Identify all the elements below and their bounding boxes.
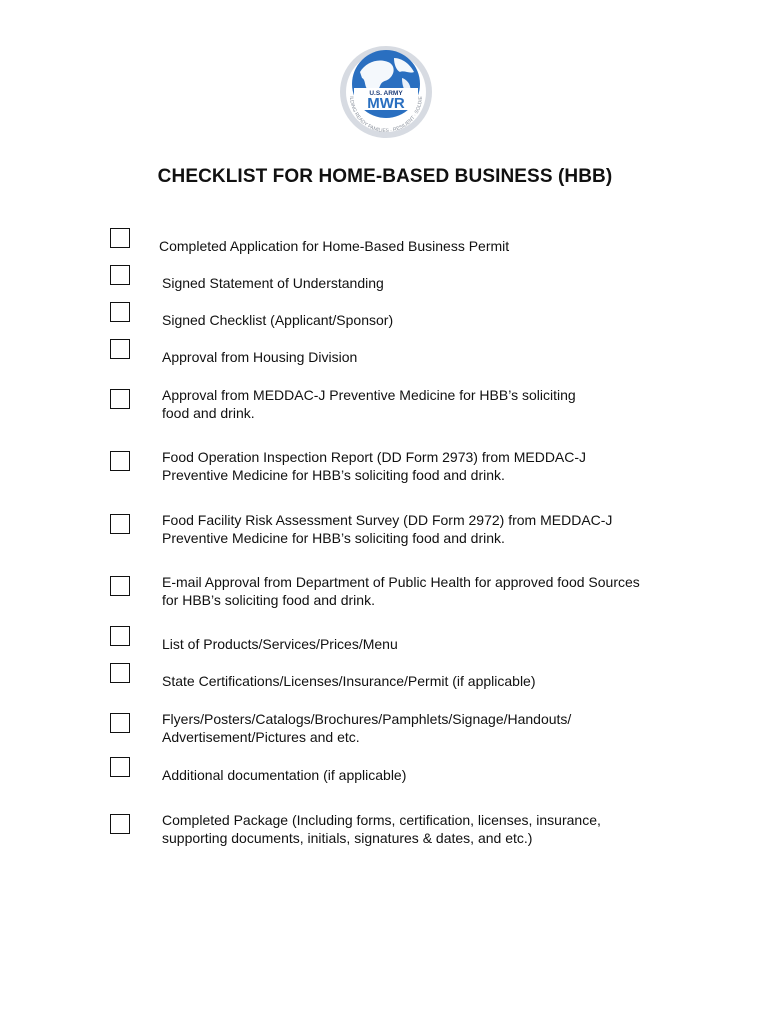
checklist-item-label: Signed Checklist (Applicant/Sponsor) — [162, 312, 394, 328]
logo-top-text: U.S. ARMY — [369, 90, 403, 97]
checkbox[interactable] — [110, 626, 130, 646]
checklist-item-label: Flyers/Posters/Catalogs/Brochures/Pamphlets/Signage/Handouts/ Advertisement/Pictures and etc. — [162, 711, 572, 745]
checklist-item-label: Food Facility Risk Assessment Survey (DD Form 2972) from MEDDAC-J Preventive Medicine for HBB’s soliciting food and drink. — [162, 512, 613, 546]
checkbox[interactable] — [110, 302, 130, 322]
logo-ring-text: ILDING READY FAMILIES · RESILIENT · SOLDIE — [347, 96, 425, 135]
checklist-item-label: Signed Statement of Understanding — [162, 275, 384, 291]
checkbox[interactable] — [110, 576, 130, 596]
checkbox[interactable] — [110, 814, 130, 834]
checklist-item-label: List of Products/Services/Prices/Menu — [162, 636, 398, 652]
checklist-item-label: E-mail Approval from Department of Public Health for approved food Sources for HBB’s soliciting food and drink. — [162, 574, 640, 608]
checkbox[interactable] — [110, 757, 130, 777]
checklist-item-label: Approval from Housing Division — [162, 349, 358, 365]
checkbox[interactable] — [110, 663, 130, 683]
army-mwr-logo — [338, 44, 434, 140]
page-title: CHECKLIST FOR HOME-BASED BUSINESS (HBB) — [157, 166, 613, 187]
checklist-item-label: State Certifications/Licenses/Insurance/Permit (if applicable) — [162, 673, 536, 689]
checkbox[interactable] — [110, 265, 130, 285]
checklist-item-label: Completed Package (Including forms, certification, licenses, insurance, supporting documents, initials, signatures & dates, and etc.) — [162, 812, 601, 846]
checklist-item-label: Completed Application for Home-Based Business Permit — [159, 238, 510, 254]
checkbox[interactable] — [110, 228, 130, 248]
checkbox[interactable] — [110, 339, 130, 359]
checkbox[interactable] — [110, 713, 130, 733]
checkbox[interactable] — [110, 451, 130, 471]
checkbox[interactable] — [110, 389, 130, 409]
checklist-item-label: Additional documentation (if applicable) — [162, 767, 407, 783]
logo-brand-text: MWR — [367, 95, 405, 112]
checklist-item-label: Approval from MEDDAC-J Preventive Medicine for HBB’s soliciting food and drink. — [162, 387, 576, 421]
checkbox[interactable] — [110, 514, 130, 534]
checklist-item-label: Food Operation Inspection Report (DD Form 2973) from MEDDAC-J Preventive Medicine for HBB’s soliciting food and drink. — [162, 449, 587, 483]
